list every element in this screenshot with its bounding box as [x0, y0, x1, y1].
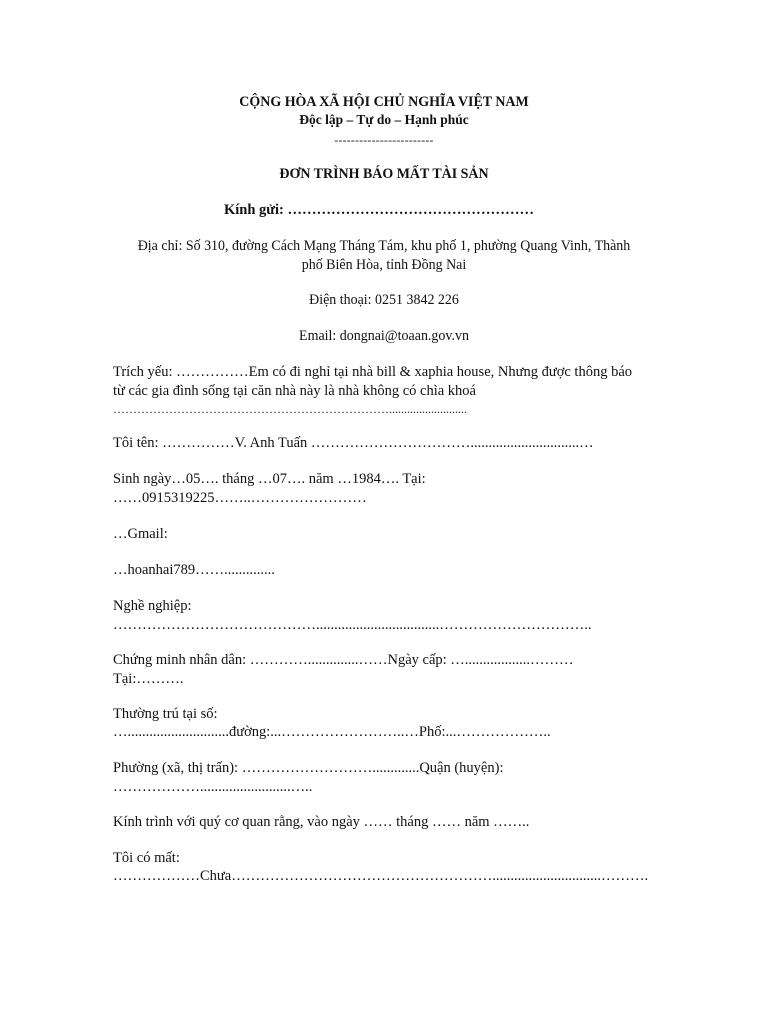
header-separator: ------------------------ [334, 133, 434, 147]
occupation-label: Nghề nghiệp: [113, 598, 192, 614]
gmail-label: …Gmail: [113, 526, 168, 542]
residence-label: Thường trú tại số: [113, 706, 218, 722]
address-line-2: phố Biên Hòa, tỉnh Đồng Nai [301, 257, 467, 273]
occupation-field: ……………………………………..................................………………………….. [113, 617, 592, 633]
national-header: CỘNG HÒA XÃ HỘI CHỦ NGHĨA VIỆT NAM [239, 94, 529, 110]
birth-line-1: Sinh ngày…05…. tháng …07…. năm …1984…. Tại: [113, 471, 426, 487]
summary-line-2: từ các gia đình sống tại căn nhà này là nhà không có chìa khoá [113, 383, 476, 399]
report-line: Kính trình với quý cơ quan rằng, vào ngày …… tháng …… năm …….. [113, 814, 530, 830]
motto: Độc lập – Tự do – Hạnh phúc [299, 113, 469, 128]
name-line: Tôi tên: ……………V. Anh Tuấn ……………………………..............................… [113, 435, 594, 451]
birth-line-2: ……0915319225……..…………………… [113, 490, 367, 506]
summary-line-3: …………………………………………………………….......................... [113, 402, 467, 416]
recipient-line: Kính gửi: …………………………………………… [224, 202, 534, 218]
id-card-line: Chứng minh nhân dân: …………..............……Ngày cấp: …..................……… [113, 652, 574, 668]
residence-field: …............................đường:...……………………..…Phố:...……………….. [113, 724, 551, 740]
document-title: ĐƠN TRÌNH BÁO MẤT TÀI SẢN [279, 166, 489, 182]
gmail-value: …hoanhai789…….............. [113, 562, 275, 578]
summary-line-1: Trích yếu: ……………Em có đi nghỉ tại nhà bill & xaphia house, Nhưng được thông báo [113, 364, 633, 380]
email-line: Email: dongnai@toaan.gov.vn [299, 328, 469, 344]
id-card-place: Tại:………. [113, 671, 184, 687]
lost-label: Tôi có mất: [113, 850, 180, 866]
address-line-1: Địa chỉ: Số 310, đường Cách Mạng Tháng Tám, khu phố 1, phường Quang Vinh, Thành [137, 238, 631, 254]
ward-field: ……………….........................….. [113, 779, 313, 795]
lost-field: ………………Chưa………………………………………………..............................………. [113, 868, 649, 884]
phone-line: Điện thoại: 0251 3842 226 [309, 292, 459, 308]
ward-line: Phường (xã, thị trấn): ……………………….............Quận (huyện): [113, 760, 504, 776]
